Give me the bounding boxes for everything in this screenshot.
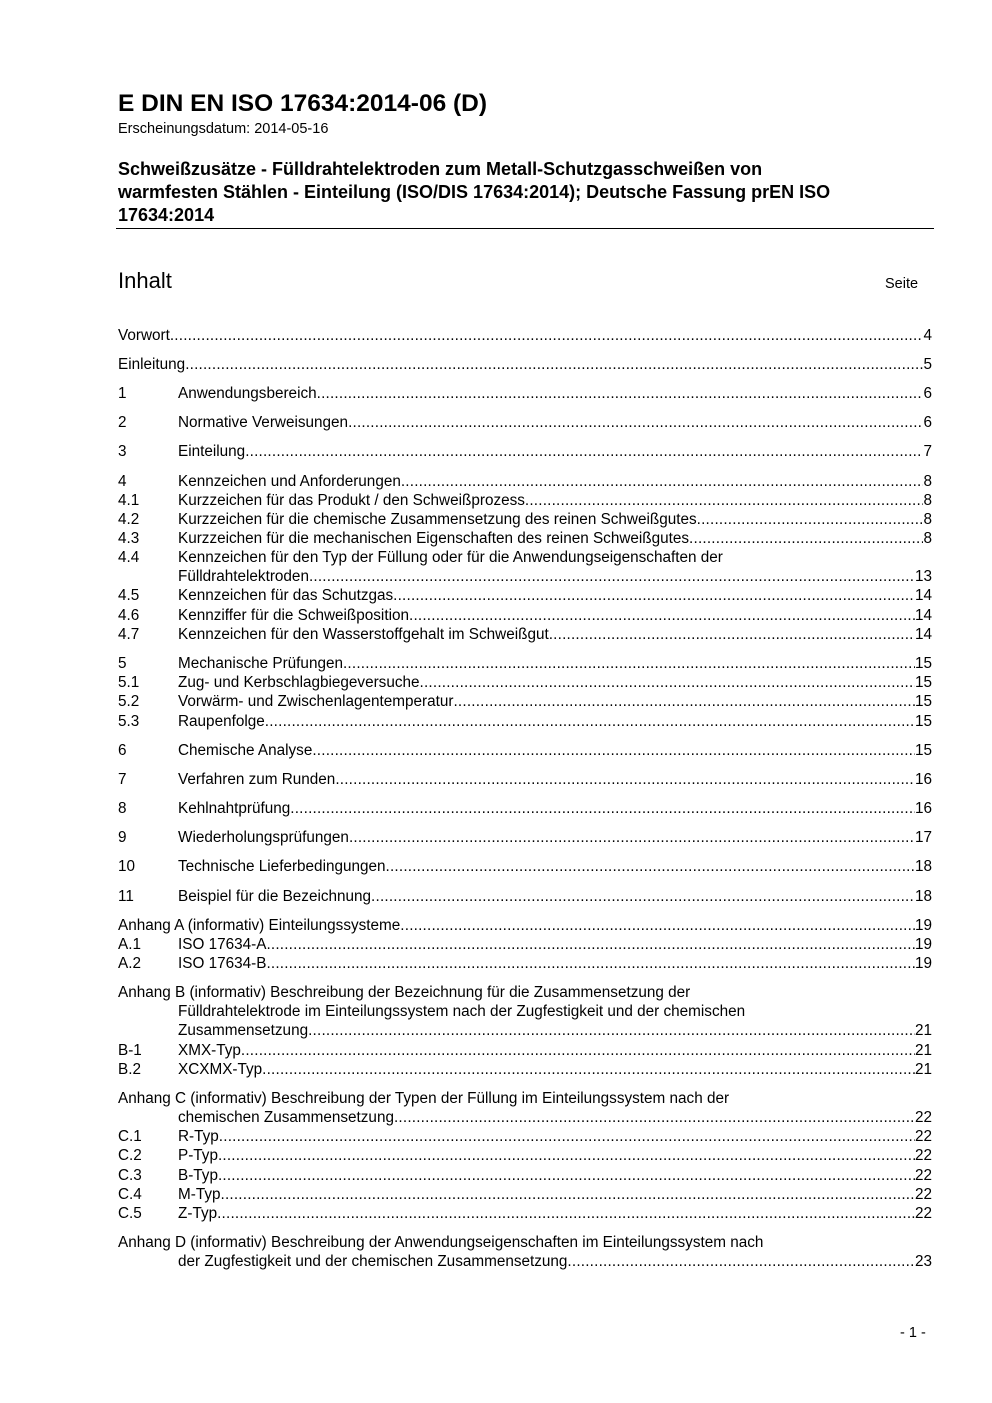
toc-entry-number: 5.1: [118, 674, 140, 691]
toc-leader-dots: [262, 1060, 915, 1079]
toc-entry[interactable]: [118, 1252, 932, 1271]
toc-leader-dots: [420, 673, 915, 692]
toc-entry-page: 14: [914, 607, 932, 624]
toc-entry-page: 21: [914, 1022, 932, 1039]
toc-entry[interactable]: [118, 1233, 932, 1252]
page-number: - 1 -: [900, 1325, 926, 1341]
toc-entry-title: Kurzzeichen für die mechanischen Eigenschaften des reinen Schweißgutes: [178, 530, 690, 547]
toc-entry-title: Zug- und Kerbschlagbiegeversuche: [178, 674, 420, 691]
toc-entry[interactable]: [118, 548, 932, 567]
toc-entry[interactable]: [118, 442, 932, 461]
toc-entry-page: 15: [914, 655, 932, 672]
toc-entry-page: 19: [914, 936, 932, 953]
toc-entry-number: 1: [118, 385, 127, 402]
toc-entry-page: 22: [914, 1128, 932, 1145]
toc-entry[interactable]: [118, 586, 932, 605]
toc-entry-title: Verfahren zum Runden: [178, 771, 336, 788]
toc-entry-number: C.2: [118, 1147, 142, 1164]
toc-leader-dots: [265, 712, 915, 731]
toc-entry-number: 8: [118, 800, 127, 817]
toc-entry[interactable]: [118, 1146, 932, 1165]
toc-entry-title: Einteilung: [178, 443, 246, 460]
toc-leader-dots: [266, 954, 915, 973]
toc-entry-number: C.5: [118, 1205, 142, 1222]
toc-entry[interactable]: [118, 857, 932, 876]
toc-leader-dots: [221, 1185, 915, 1204]
toc-entry[interactable]: [118, 1060, 932, 1079]
toc-entry[interactable]: [118, 887, 932, 906]
toc-entry-title: XCXMX-Typ: [178, 1061, 263, 1078]
toc-entry-number: 4.4: [118, 549, 140, 566]
toc-entry[interactable]: [118, 983, 932, 1002]
toc-leader-dots: [348, 413, 923, 432]
toc-entry[interactable]: [118, 326, 932, 345]
toc-leader-dots: [218, 1146, 915, 1165]
toc-entry[interactable]: [118, 1204, 932, 1223]
toc-entry-title: ISO 17634-A: [178, 936, 267, 953]
toc-entry-number: A.1: [118, 936, 141, 953]
toc-entry-title: P-Typ: [178, 1147, 218, 1164]
toc-entry-number: C.3: [118, 1167, 142, 1184]
toc-entry[interactable]: [118, 770, 932, 789]
toc-entry-page: 14: [914, 587, 932, 604]
toc-entry[interactable]: [118, 510, 932, 529]
toc-leader-dots: [317, 384, 924, 403]
toc-entry-page: 8: [923, 492, 932, 509]
toc-entry-page: 18: [914, 858, 932, 875]
toc-entry-title: Anhang D (informativ) Beschreibung der Anwendungseigenschaften im Einteilungssystem nach: [118, 1234, 764, 1251]
toc-entry-number: B-1: [118, 1042, 142, 1059]
toc-leader-dots: [567, 1252, 915, 1271]
toc-leader-dots: [217, 1204, 915, 1223]
toc-entry-number: 4.6: [118, 607, 140, 624]
toc-entry-title: Kurzzeichen für das Produkt / den Schweißprozess: [178, 492, 525, 509]
toc-entry-page: 15: [914, 674, 932, 691]
toc-entry[interactable]: [118, 625, 932, 644]
toc-leader-dots: [386, 857, 915, 876]
toc-entry-title: Mechanische Prüfungen: [178, 655, 343, 672]
toc-leader-dots: [218, 1166, 915, 1185]
page-column-label: Seite: [885, 276, 919, 292]
toc-entry-number: 6: [118, 742, 127, 759]
toc-leader-dots: [335, 770, 915, 789]
toc-leader-dots: [697, 510, 924, 529]
toc-entry[interactable]: [118, 654, 932, 673]
toc-entry-page: 8: [923, 530, 932, 547]
toc-entry-title: Kurzzeichen für die chemische Zusammensetzung des reinen Schweißgutes: [178, 511, 697, 528]
toc-entry[interactable]: [118, 935, 932, 954]
toc-entry[interactable]: [118, 384, 932, 403]
toc-entry-number: 7: [118, 771, 127, 788]
toc-leader-dots: [185, 355, 923, 374]
toc-entry-page: 17: [914, 829, 932, 846]
toc-leader-dots: [245, 442, 923, 461]
toc-entry-page: 22: [914, 1167, 932, 1184]
toc-entry-title: Zusammensetzung: [178, 1022, 309, 1039]
toc-entry-title: Beispiel für die Bezeichnung: [178, 888, 372, 905]
toc-entry-page: 22: [914, 1205, 932, 1222]
toc-entry-number: 2: [118, 414, 127, 431]
toc-entry-page: 7: [923, 443, 932, 460]
subtitle-line: warmfesten Stählen - Einteilung (ISO/DIS 17634:2014); Deutsche Fassung prEN ISO: [118, 182, 831, 202]
toc-entry-page: 19: [914, 917, 932, 934]
toc-leader-dots: [400, 916, 915, 935]
toc-entry-page: 15: [914, 713, 932, 730]
toc-entry-title: der Zugfestigkeit und der chemischen Zusammensetzung: [178, 1253, 568, 1270]
toc-leader-dots: [308, 1021, 915, 1040]
toc-entry-number: 4.1: [118, 492, 140, 509]
toc-leader-dots: [219, 1127, 915, 1146]
toc-entry-title: Wiederholungsprüfungen: [178, 829, 349, 846]
document-title: E DIN EN ISO 17634:2014-06 (D): [118, 90, 488, 117]
toc-entry[interactable]: [118, 954, 932, 973]
toc-entry-page: 4: [923, 327, 932, 344]
toc-entry-title: Kennzeichen und Anforderungen: [178, 473, 401, 490]
toc-leader-dots: [290, 799, 915, 818]
toc-entry-number: 5: [118, 655, 127, 672]
toc-entry-number: 4: [118, 473, 127, 490]
toc-entry-title: Vorwort: [118, 327, 170, 344]
toc-heading: Inhalt: [118, 268, 172, 293]
toc-entry-title: Z-Typ: [178, 1205, 218, 1222]
toc-entry-title: R-Typ: [178, 1128, 219, 1145]
toc-entry-title: Normative Verweisungen: [178, 414, 349, 431]
toc-entry-number: 11: [118, 888, 134, 905]
toc-entry-number: 10: [118, 858, 136, 875]
toc-entry[interactable]: [118, 916, 932, 935]
toc-entry-number: 5.3: [118, 713, 140, 730]
toc-entry-title: Raupenfolge: [178, 713, 265, 730]
subtitle-line: 17634:2014: [118, 205, 215, 225]
toc-entry-title: Kennziffer für die Schweißposition: [178, 607, 409, 624]
toc-entry[interactable]: [118, 606, 932, 625]
toc-entry-page: 23: [914, 1253, 932, 1270]
publication-date: Erscheinungsdatum: 2014-05-16: [118, 121, 329, 137]
toc-leader-dots: [241, 1041, 915, 1060]
toc-entry-title: Kennzeichen für den Wasserstoffgehalt im Schweißgut: [178, 626, 549, 643]
toc-leader-dots: [266, 935, 915, 954]
toc-entry[interactable]: [118, 491, 932, 510]
toc-entry-title: Anwendungsbereich: [178, 385, 317, 402]
toc-entry-title: Kehlnahtprüfung: [178, 800, 291, 817]
toc-leader-dots: [549, 625, 915, 644]
toc-entry-title: Kennzeichen für das Schutzgas: [178, 587, 394, 604]
toc-entry-title: Fülldrahtelektroden: [178, 568, 309, 585]
toc-entry[interactable]: [118, 1041, 932, 1060]
toc-leader-dots: [401, 472, 924, 491]
toc-entry-number: C.4: [118, 1186, 142, 1203]
toc-leader-dots: [689, 529, 923, 548]
toc-leader-dots: [453, 692, 915, 711]
toc-entry-page: 16: [914, 771, 932, 788]
toc-entry-title: Vorwärm- und Zwischenlagentemperatur: [178, 693, 454, 710]
toc-entry[interactable]: [118, 1108, 932, 1127]
toc-entry[interactable]: [118, 673, 932, 692]
toc-entry[interactable]: [118, 1021, 932, 1040]
toc-entry[interactable]: [118, 472, 932, 491]
toc-entry[interactable]: [118, 567, 932, 586]
toc-entry-title: Anhang C (informativ) Beschreibung der Typen der Füllung im Einteilungssystem nach der: [118, 1090, 730, 1107]
toc-entry-title: chemischen Zusammensetzung: [178, 1109, 394, 1126]
toc-entry-page: 8: [923, 511, 932, 528]
toc-entry[interactable]: [118, 1127, 932, 1146]
toc-entry[interactable]: [118, 1089, 932, 1108]
toc-entry-number: C.1: [118, 1128, 142, 1145]
toc-entry[interactable]: [118, 741, 932, 760]
toc-leader-dots: [393, 586, 915, 605]
toc-entry-number: 4.3: [118, 530, 140, 547]
toc-entry-number: B.2: [118, 1061, 141, 1078]
toc-entry-title: Kennzeichen für den Typ der Füllung oder für die Anwendungseigenschaften der: [178, 549, 723, 566]
toc-entry-page: 22: [914, 1147, 932, 1164]
toc-entry-page: 8: [923, 473, 932, 490]
toc-entry-number: A.2: [118, 955, 141, 972]
toc-entry-page: 18: [914, 888, 932, 905]
toc-entry-page: 14: [914, 626, 932, 643]
toc-entry-title: Fülldrahtelektrode im Einteilungssystem nach der Zugfestigkeit und der chemischen: [178, 1003, 746, 1020]
toc-entry-page: 21: [914, 1042, 932, 1059]
toc-leader-dots: [349, 828, 915, 847]
toc-leader-dots: [409, 606, 915, 625]
toc-leader-dots: [343, 654, 915, 673]
toc-entry[interactable]: [118, 799, 932, 818]
toc-leader-dots: [371, 887, 915, 906]
toc-entry-page: 22: [914, 1109, 932, 1126]
toc-entry[interactable]: [118, 355, 932, 374]
toc-entry-title: XMX-Typ: [178, 1042, 241, 1059]
toc-entry-title: Chemische Analyse: [178, 742, 313, 759]
toc-entry-number: 4.5: [118, 587, 140, 604]
toc-entry[interactable]: [118, 413, 932, 432]
toc-entry[interactable]: [118, 692, 932, 711]
toc-entry-title: B-Typ: [178, 1167, 218, 1184]
toc-entry-title: M-Typ: [178, 1186, 221, 1203]
toc-leader-dots: [170, 326, 924, 345]
toc-entry-page: 22: [914, 1186, 932, 1203]
toc-entry-page: 15: [914, 742, 932, 759]
toc-entry-title: Anhang B (informativ) Beschreibung der Bezeichnung für die Zusammensetzung der: [118, 984, 691, 1001]
toc-entry-number: 3: [118, 443, 127, 460]
toc-entry-page: 21: [914, 1061, 932, 1078]
toc-entry-title: Anhang A (informativ) Einteilungssysteme: [118, 917, 401, 934]
toc-entry-page: 19: [914, 955, 932, 972]
subtitle-line: Schweißzusätze - Fülldrahtelektroden zum Metall-Schutzgasschweißen von: [118, 159, 763, 179]
toc-entry-number: 9: [118, 829, 127, 846]
toc-entry-page: 5: [923, 356, 932, 373]
toc-entry-number: 5.2: [118, 693, 140, 710]
toc-leader-dots: [525, 491, 924, 510]
toc-entry-page: 6: [923, 385, 932, 402]
toc-entry[interactable]: [118, 712, 932, 731]
toc-entry-title: Technische Lieferbedingungen: [178, 858, 386, 875]
toc-entry-page: 6: [923, 414, 932, 431]
toc-leader-dots: [394, 1108, 915, 1127]
toc-entry-title: ISO 17634-B: [178, 955, 267, 972]
toc-entry[interactable]: [118, 1002, 932, 1021]
toc-entry[interactable]: [118, 828, 932, 847]
toc-entry-number: 4.7: [118, 626, 140, 643]
toc-entry[interactable]: [118, 1185, 932, 1204]
toc-entry[interactable]: [118, 529, 932, 548]
toc-entry-page: 15: [914, 693, 932, 710]
toc-entry[interactable]: [118, 1166, 932, 1185]
toc-entry-page: 16: [914, 800, 932, 817]
toc-leader-dots: [309, 567, 915, 586]
toc-entry-title: Einleitung: [118, 356, 186, 373]
toc-leader-dots: [312, 741, 915, 760]
toc-entry-number: 4.2: [118, 511, 140, 528]
toc-entry-page: 13: [914, 568, 932, 585]
